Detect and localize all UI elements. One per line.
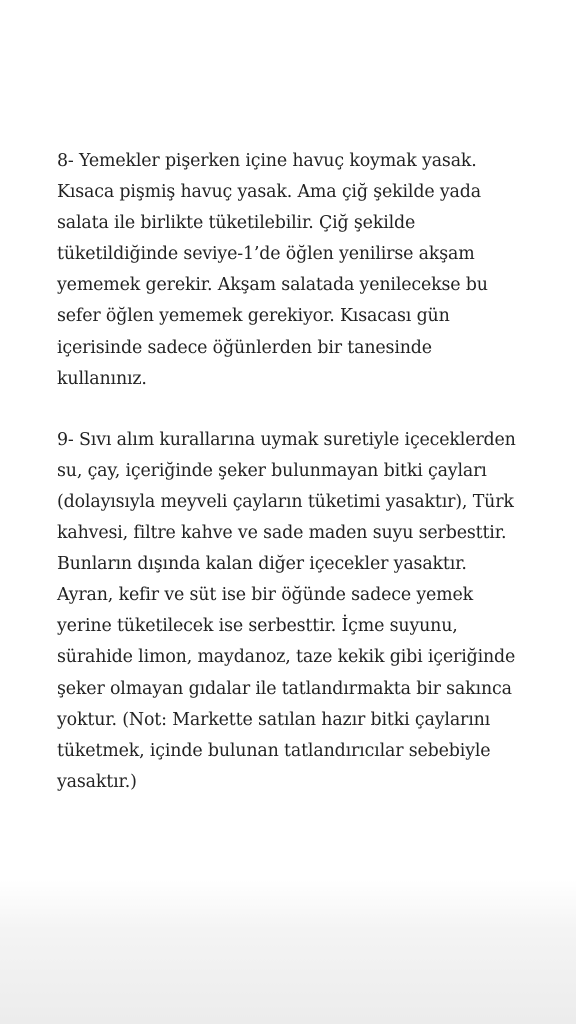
text-line: içerisinde sadece öğünlerden bir tanesinde	[57, 337, 432, 358]
text-line: su, çay, içeriğinde şeker bulunmayan bitki çayları	[57, 460, 487, 481]
text-line: tüketmek, içinde bulunan tatlandırıcılar sebebiyle	[57, 740, 491, 761]
text-line: salata ile birlikte tüketilebilir. Çiğ şekilde	[57, 213, 416, 234]
paragraph-rule-9	[57, 425, 557, 798]
text-line: (dolayısıyla meyveli çayların tüketimi yasaktır), Türk	[57, 491, 514, 512]
text-line: Ayran, kefir ve süt ise bir öğünde sadece yemek	[57, 585, 474, 606]
text-line: Kısaca pişmiş havuç yasak. Ama çiğ şekilde yada	[57, 182, 481, 203]
text-line: 9- Sıvı alım kurallarına uymak suretiyle içeceklerden	[57, 429, 516, 450]
text-line: şeker olmayan gıdalar ile tatlandırmakta bir sakınca	[57, 678, 512, 699]
paragraph-rule-8	[57, 146, 557, 395]
text-line: yememek gerekir. Akşam salatada yenilecekse bu	[57, 275, 488, 296]
text-line: 8- Yemekler pişerken içine havuç koymak yasak.	[57, 151, 477, 171]
text-line: yasaktır.)	[57, 771, 137, 792]
text-line: sefer öğlen yememek gerekiyor. Kısacası gün	[57, 306, 450, 327]
text-line: kahvesi, filtre kahve ve sade maden suyu serbesttir.	[57, 523, 507, 544]
text-line: yoktur. (Not: Markette satılan hazır bitki çaylarını	[57, 709, 491, 730]
text-line: kullanınız.	[57, 368, 147, 389]
story-text-block	[57, 146, 557, 798]
text-line: tüketildiğinde seviye-1’de öğlen yenilirse akşam	[57, 244, 475, 265]
text-line: sürahide limon, maydanoz, taze kekik gibi içeriğinde	[57, 647, 516, 668]
text-line: Bunların dışında kalan diğer içecekler yasaktır.	[57, 554, 467, 575]
text-line: yerine tüketilecek ise serbesttir. İçme suyunu,	[57, 616, 458, 637]
